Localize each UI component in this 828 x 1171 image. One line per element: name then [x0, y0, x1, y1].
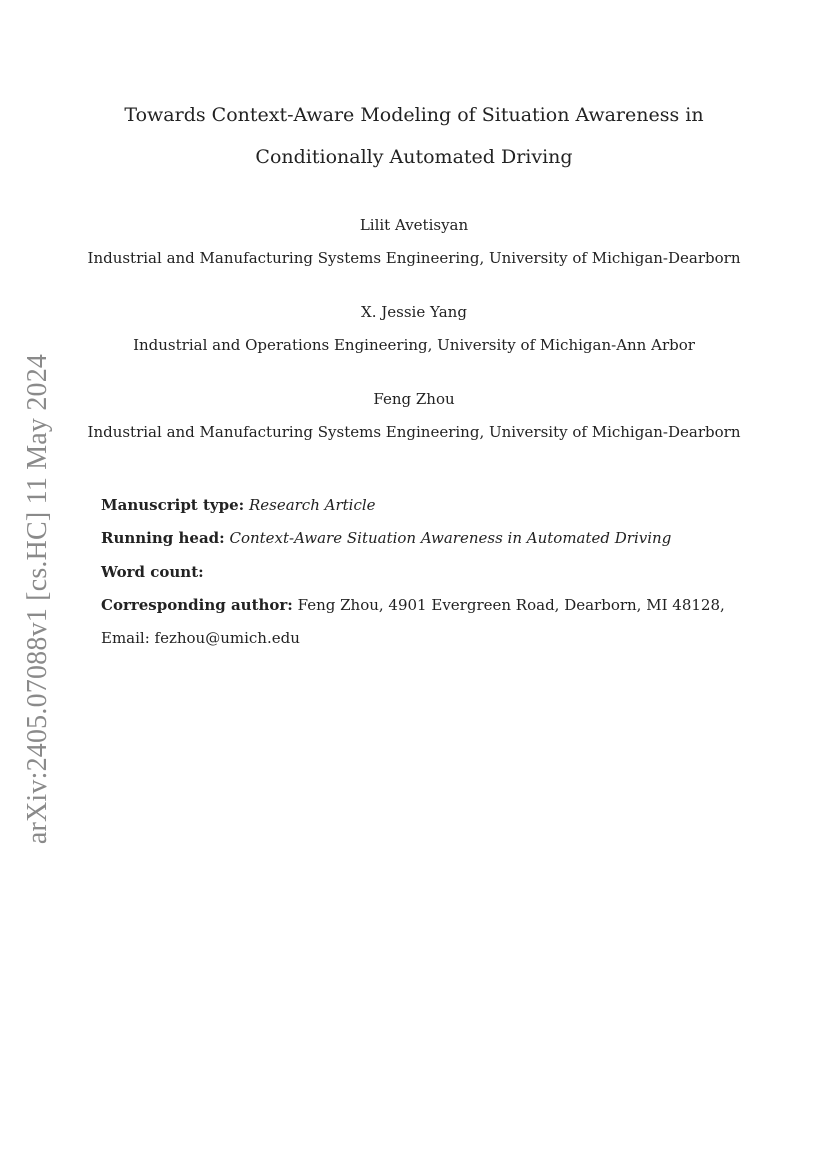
- corresponding-author-value: Feng Zhou, 4901 Evergreen Road, Dearborn, MI 48128,: [297, 596, 725, 614]
- author-name-3: Feng Zhou: [373, 390, 455, 408]
- running-head-line: [101, 528, 671, 548]
- manuscript-type-line: [101, 495, 376, 515]
- email-line: Email: fezhou@umich.edu: [101, 629, 300, 647]
- running-head-label: Running head:: [101, 529, 225, 547]
- arxiv-identifier-stamp: arXiv:2405.07088v1 [cs.HC] 11 May 2024: [22, 353, 53, 845]
- running-head-value: Context-Aware Situation Awareness in Automated Driving: [229, 529, 672, 547]
- author-affiliation-2: Industrial and Operations Engineering, University of Michigan-Ann Arbor: [133, 336, 695, 354]
- paper-title-line-2: Conditionally Automated Driving: [255, 146, 573, 168]
- corresponding-author-label: Corresponding author:: [101, 596, 293, 614]
- word-count-label: Word count:: [101, 563, 204, 581]
- paper-title-line-1: Towards Context-Aware Modeling of Situation Awareness in: [124, 104, 704, 126]
- author-affiliation-3: Industrial and Manufacturing Systems Engineering, University of Michigan-Dearborn: [87, 423, 741, 441]
- manuscript-type-value: Research Article: [248, 496, 376, 514]
- author-affiliation-1: Industrial and Manufacturing Systems Engineering, University of Michigan-Dearborn: [87, 249, 741, 267]
- manuscript-type-label: Manuscript type:: [101, 496, 245, 514]
- corresponding-author-line: [101, 595, 725, 615]
- author-name-2: X. Jessie Yang: [361, 303, 467, 321]
- author-name-1: Lilit Avetisyan: [359, 216, 469, 234]
- word-count-line: [101, 562, 204, 582]
